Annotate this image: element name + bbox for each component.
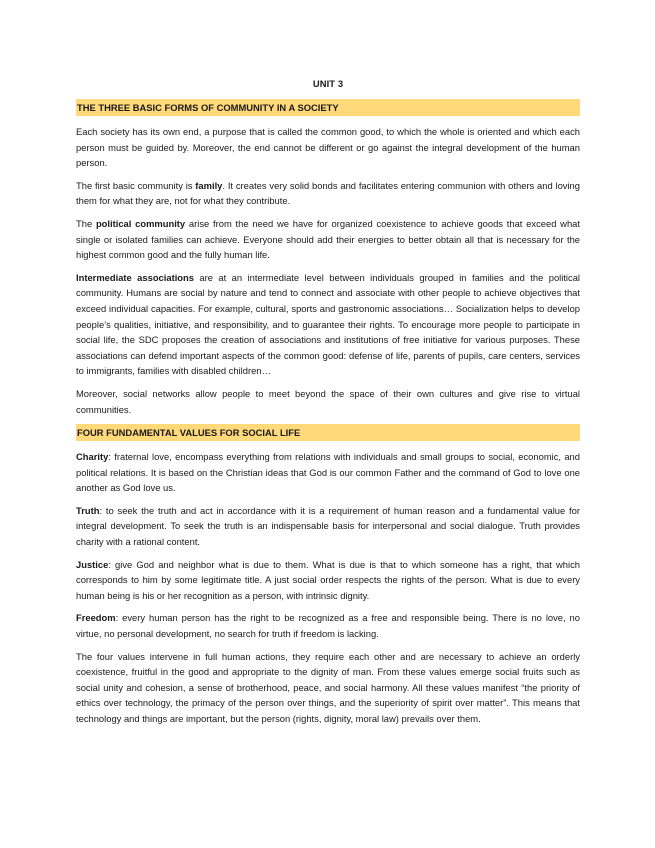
- section-heading-values: FOUR FUNDAMENTAL VALUES FOR SOCIAL LIFE: [76, 424, 580, 441]
- paragraph-closing: The four values intervene in full human actions, they require each other and are necessary to achieve an orderly coexistence, fruitful in the good and appropriate to the dignity of man. From these values emerge social fruits such as social unity and cohesion, a sense of brotherhood, peace, and social harmony. All these values manifest “the priority of ethics over technology, the primacy of the person over things, and the superiority of spirit over matter”. This means that technology and things are important, but the person (rights, dignity, moral law) prevails over them.: [76, 650, 580, 724]
- paragraph-freedom: Freedom: every human person has the right to be recognized as a free and responsible being. There is no love, no virtue, no personal development, no search for truth if freedom is lacking.: [76, 612, 580, 640]
- paragraph-justice: Justice: give God and neighbor what is due to them. What is due is that to which someone has a right, that which corresponds to him by some legitimate title. A just social order respects the rights of the person. What is due to every human being is his or her recognition as a person, with intrinsic dignity.: [76, 558, 580, 601]
- paragraph-common-good: Each society has its own end, a purpose that is called the common good, to which the whole is oriented and which each person must be guided by. Moreover, the end cannot be different or go against the integral development of the human person.: [76, 126, 580, 169]
- paragraph-political-community: The political community arise from the need we have for organized coexistence to achieve goods that exceed what single or isolated families can achieve. Everyone should add their energies to better obtain all that is necessary for the highest common good and the fully human life.: [76, 217, 580, 261]
- paragraph-social-networks: Moreover, social networks allow people to meet beyond the space of their own cultures and give rise to virtual communities.: [76, 387, 580, 415]
- paragraph-charity: Charity: fraternal love, encompass everything from relations with individuals and small groups to social, economic, and political relations. It is based on the Christian ideas that God is our common Father and the command of God to love one another as God love us.: [76, 451, 580, 494]
- paragraph-family: The first basic community is family. It creates very solid bonds and facilitates entering communion with others and loving them for what they are, not for what they contribute.: [76, 179, 580, 207]
- term-truth: Truth: [76, 504, 100, 516]
- paragraph-truth: Truth: to seek the truth and act in accordance with it is a requirement of human reason and a fundamental value for integral development. To seek the truth is an indispensable basis for interpersonal and social dialogue. Truth provides charity with a rational content.: [76, 504, 580, 548]
- section-heading-community: THE THREE BASIC FORMS OF COMMUNITY IN A SOCIETY: [76, 99, 580, 116]
- paragraph-intermediate-associations: Intermediate associations are at an intermediate level between individuals grouped in families and the political community. Humans are social by nature and tend to connect and associate with other people to achieve objectives that exceed individual capacities. For example, cultural, sports and gastronomic associations… Socialization helps to develop people’s qualities, initiative, and responsibility, and to guarantee their rights. To encourage more people to participate in social life, the SDC proposes the creation of associations and institutions of free initiative for various purposes. These associations can defend important aspects of the common good: defense of life, parents of pupils, care centers, services to immigrants, families with disabled children…: [76, 271, 580, 377]
- term-freedom: Freedom: [76, 612, 116, 624]
- term-political-community: political community: [95, 217, 186, 229]
- term-charity: Charity: [76, 451, 109, 463]
- term-justice: Justice: [76, 558, 109, 570]
- term-family: family: [195, 179, 223, 191]
- term-intermediate-associations: Intermediate associations: [76, 271, 194, 283]
- unit-title: UNIT 3: [312, 78, 344, 89]
